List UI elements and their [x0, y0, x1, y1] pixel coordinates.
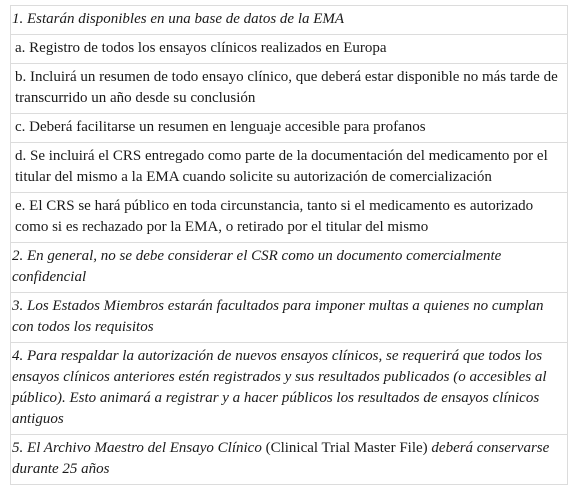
table-row	[11, 114, 568, 143]
list-item-main: 3. Los Estados Miembros estarán facultados para imponer multas a quienes no cumplan con todos los requisitos	[11, 293, 568, 343]
list-item-main: 1. Estarán disponibles en una base de datos de la EMA	[11, 6, 568, 35]
table-row	[11, 435, 568, 485]
table-row	[11, 64, 568, 114]
list-item-sub: b. Incluirá un resumen de todo ensayo clínico, que deberá estar disponible no más tarde de transcurrido un año desde su conclusión	[11, 64, 568, 114]
table-row	[11, 293, 568, 343]
list-item-sub: d. Se incluirá el CRS entregado como parte de la documentación del medicamento por el titular del mismo a la EMA cuando solicite su autorización de comercialización	[11, 143, 568, 193]
list-item-main: 4. Para respaldar la autorización de nuevos ensayos clínicos, se requerirá que todos los ensayos clínicos anteriores estén registrados y sus resultados publicados (o accesibles al público). Esto animará a registrar y a hacer públicos los resultados de ensayos clínicos antiguos	[11, 343, 568, 435]
list-item-sub: a. Registro de todos los ensayos clínicos realizados en Europa	[11, 35, 568, 64]
item-text: 5. El Archivo Maestro del Ensayo Clínico	[12, 440, 266, 456]
table-row	[11, 243, 568, 293]
item-text-english: (Clinical Trial Master File)	[265, 440, 428, 456]
table-row	[11, 193, 568, 243]
item-text: deberá conservarse durante 25 años	[12, 440, 550, 477]
table-row	[11, 6, 568, 35]
table-row	[11, 143, 568, 193]
list-item-main: 2. En general, no se debe considerar el CSR como un documento comercialmente confidencial	[11, 243, 568, 293]
table-row	[11, 35, 568, 64]
list-item-sub: e. El CRS se hará público en toda circunstancia, tanto si el medicamento es autorizado como si es rechazado por la EMA, o retirado por el titular del mismo	[11, 193, 568, 243]
table-row	[11, 343, 568, 435]
list-item-sub: c. Deberá facilitarse un resumen en lenguaje accesible para profanos	[11, 114, 568, 143]
list-item-main	[11, 435, 568, 485]
provisions-table	[10, 5, 568, 485]
